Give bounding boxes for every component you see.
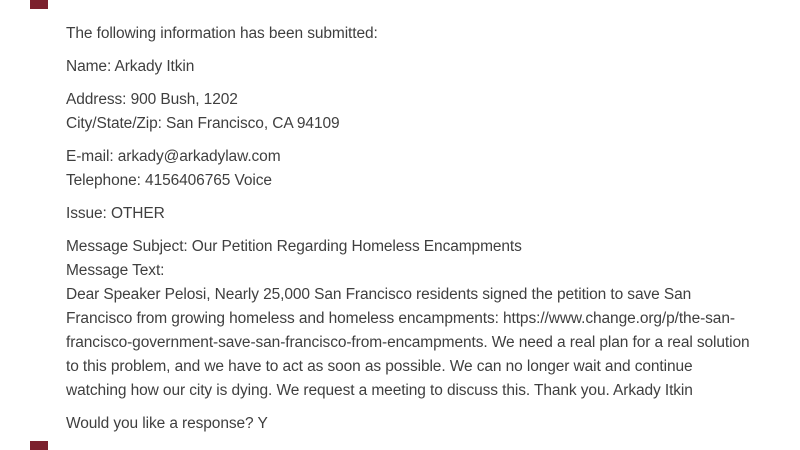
telephone-line: Telephone: 4156406765 Voice <box>66 172 272 189</box>
message-text-label: Message Text: <box>66 262 165 279</box>
name-block <box>66 55 756 79</box>
city-state-zip-line: City/State/Zip: San Francisco, CA 94109 <box>66 115 340 132</box>
contact-block <box>66 145 756 193</box>
intro-block <box>66 22 756 46</box>
email-line: E-mail: arkady@arkadylaw.com <box>66 148 281 165</box>
page-edge-accent-top <box>30 0 48 9</box>
page-edge-accent-bottom <box>30 441 48 450</box>
message-body-text: Dear Speaker Pelosi, Nearly 25,000 San Francisco residents signed the petition to save San Francisco from growing homeless and homeless encampments: https://www.change.org/p/the-san-francisco-government-save-san-francisco-from-encampments. We need a real plan for a real solution to this problem, and we have to act as soon as possible. We can no longer wait and continue watching how our city is dying. We request a meeting to discuss this. Thank you. Arkady Itkin <box>66 286 750 399</box>
submission-summary <box>66 0 756 445</box>
response-question-line: Would you like a response? Y <box>66 415 268 432</box>
address-line: Address: 900 Bush, 1202 <box>66 91 238 108</box>
issue-block <box>66 202 756 226</box>
intro-line: The following information has been submitted: <box>66 25 378 42</box>
address-block <box>66 88 756 136</box>
message-block <box>66 235 756 403</box>
name-line: Name: Arkady Itkin <box>66 58 195 75</box>
issue-line: Issue: OTHER <box>66 205 165 222</box>
response-block <box>66 412 756 436</box>
message-subject-line: Message Subject: Our Petition Regarding Homeless Encampments <box>66 238 522 255</box>
